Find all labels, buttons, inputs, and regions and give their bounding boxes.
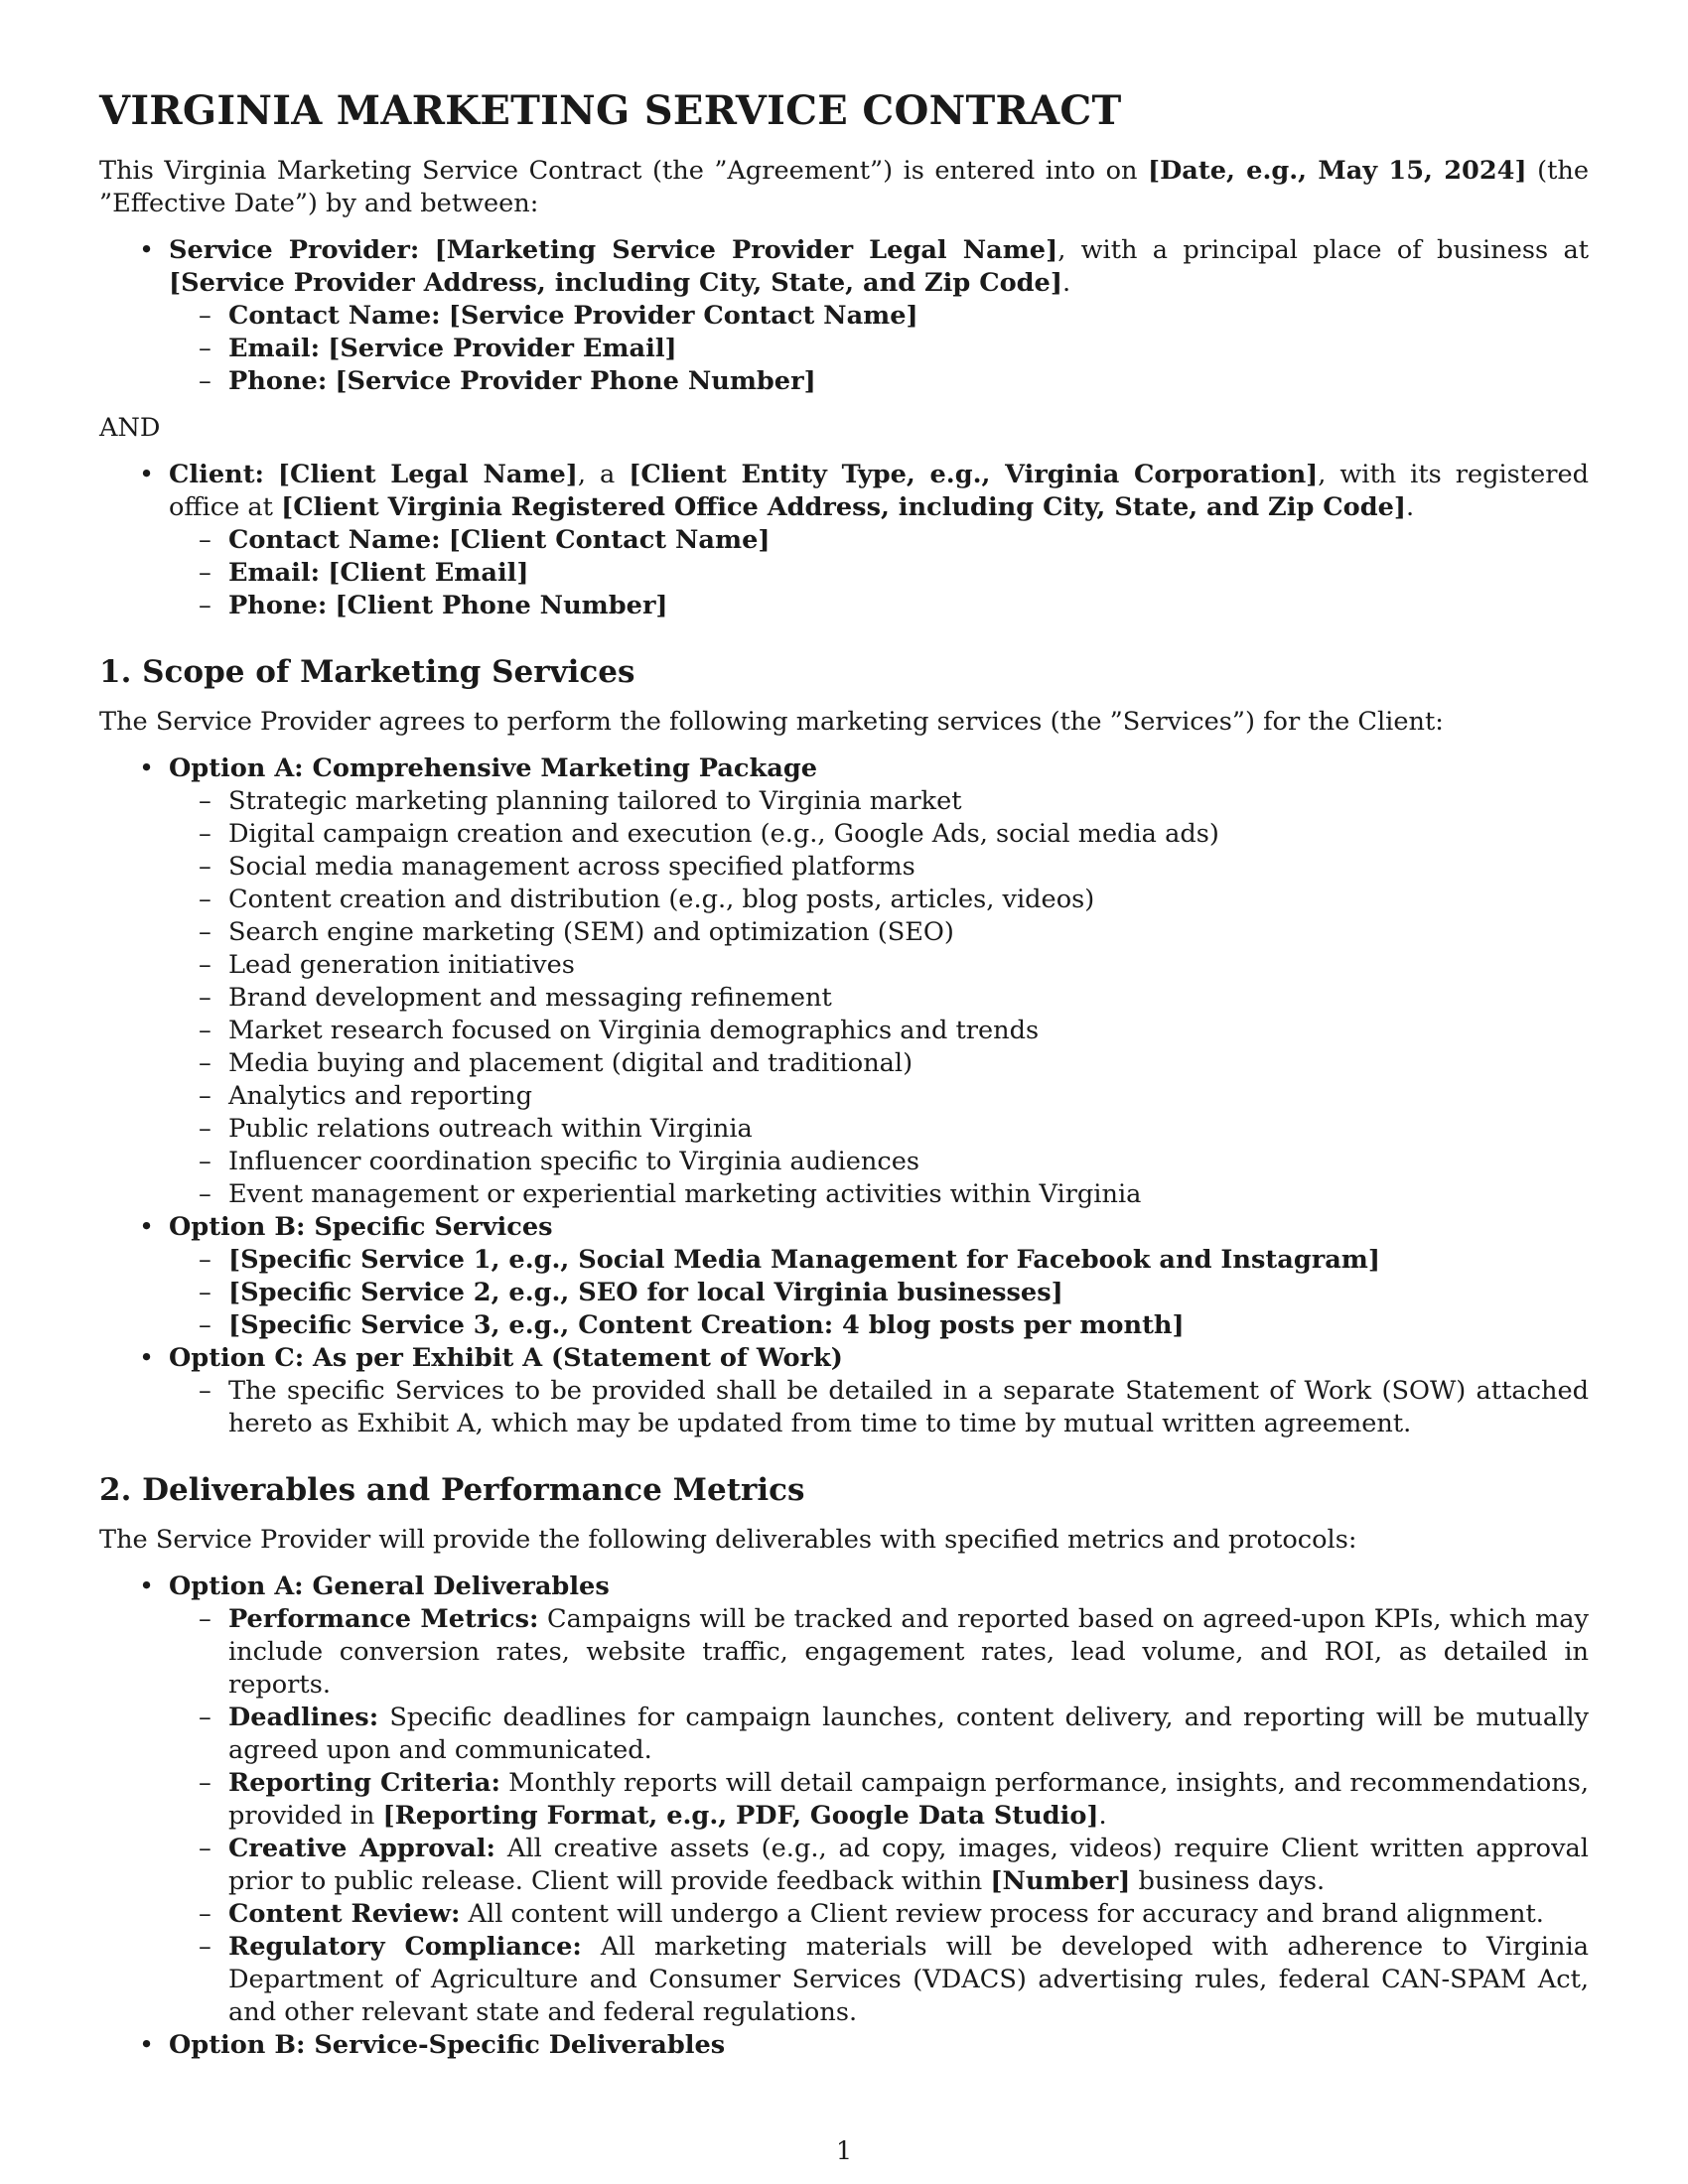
intro-text: This Virginia Marketing Service Contract (the ”Agreement”) is entered into on [99,156,1148,186]
client-phone-value: [Client Phone Number] [335,591,668,620]
provider-label: Service Provider: [169,235,420,265]
provider-list [99,234,1589,398]
section-2-options [99,1570,1589,2062]
list-item: – Digital campaign creation and execution (e.g., Google Ads, social media ads) [228,818,1589,851]
provider-contact-value: [Service Provider Contact Name] [448,301,918,331]
regulatory-compliance-item [228,1931,1589,2029]
list-item: – Event management or experiential marketing activities within Virginia [228,1178,1589,1211]
option-b-list [169,1244,1589,1342]
section-1-intro: The Service Provider agrees to perform the following marketing services (the ”Services”) for the Client: [99,707,1444,737]
deliverables-option-b-label: Option B: Service-Specific Deliverables [169,2030,726,2060]
client-phone-label: Phone: [228,591,328,620]
effective-date-placeholder: [Date, e.g., May 15, 2024] [1148,156,1527,186]
reporting-end: . [1098,1801,1107,1831]
client-contact-label: Contact Name: [228,525,441,555]
reporting-format-placeholder: [Reporting Format, e.g., PDF, Google Data Studio] [382,1801,1099,1831]
list-item: – Strategic marketing planning tailored to Virginia market [228,785,1589,818]
client-contact-list [169,524,1589,622]
list-item: – Market research focused on Virginia demographics and trends [228,1015,1589,1047]
specific-service-2: [Specific Service 2, e.g., SEO for local Virginia businesses] [228,1278,1063,1307]
list-item: – Content creation and distribution (e.g., blog posts, articles, videos) [228,884,1589,916]
content-review-item [228,1898,1589,1931]
deadlines-text: Specific deadlines for campaign launches, content delivery, and reporting will be mutually agreed upon and communicated. [228,1703,1589,1765]
client-phone [228,590,1589,622]
option-c-list [169,1375,1589,1440]
client-label: Client: [169,460,264,489]
client-end: . [1406,492,1415,522]
regulatory-compliance-label: Regulatory Compliance: [228,1932,582,1962]
reporting-label: Reporting Criteria: [228,1768,500,1798]
client-contact [228,524,1589,557]
provider-contact-label: Contact Name: [228,301,441,331]
deliverables-option-a-label: Option A: General Deliverables [169,1571,610,1601]
performance-metrics-label: Performance Metrics: [228,1604,539,1634]
section-2-option-b [169,2029,1589,2062]
provider-address: [Service Provider Address, including City, State, and Zip Code] [169,268,1062,298]
list-item: – The specific Services to be provided shall be detailed in a separate Statement of Work (SOW) attached hereto as Exhibit A, which may be updated from time to time by mutual written agreement. [228,1375,1589,1440]
client-email-value: [Client Email] [328,558,529,588]
deadlines-label: Deadlines: [228,1703,379,1732]
and-separator: AND [99,413,161,443]
client-contact-value: [Client Contact Name] [448,525,771,555]
provider-text: , with a principal place of business at [1057,235,1589,265]
provider-email [228,333,1589,365]
provider-contact [228,300,1589,333]
section-2-heading: 2. Deliverables and Performance Metrics [99,1472,805,1508]
client-entity: [Client Entity Type, e.g., Virginia Corporation] [629,460,1319,489]
number-placeholder: [Number] [990,1866,1131,1896]
specific-service-1: [Specific Service 1, e.g., Social Media Management for Facebook and Instagram] [228,1245,1380,1275]
list-item: – Brand development and messaging refinement [228,982,1589,1015]
client-list [99,459,1589,622]
list-item [228,1309,1589,1342]
reporting-item [228,1767,1589,1833]
provider-phone-label: Phone: [228,366,328,396]
creative-approval-text: All creative assets (e.g., ad copy, images, videos) require Client written approval prior to public release. Client will provide feedback within [228,1834,1589,1896]
client-item [169,459,1589,622]
deadlines-item [228,1702,1589,1767]
performance-metrics-item [228,1603,1589,1702]
option-b-label: Option B: Specific Services [169,1212,553,1242]
section-2-option-a [169,1570,1589,2029]
creative-approval-end: business days. [1130,1866,1326,1896]
section-1-options [99,752,1589,1440]
provider-end: . [1061,268,1071,298]
client-text-1: , a [577,460,630,489]
client-email-label: Email: [228,558,321,588]
section-1-option-a [169,752,1589,1211]
creative-approval-item [228,1833,1589,1898]
provider-contact-list [169,300,1589,398]
content-review-label: Content Review: [228,1899,461,1929]
provider-item [169,234,1589,398]
intro-paragraph [99,155,1589,220]
list-item: – Lead generation initiatives [228,949,1589,982]
list-item [228,1277,1589,1309]
page-number: 1 [835,2136,853,2166]
document-page [99,87,1589,2062]
section-1-option-b [169,1211,1589,1342]
list-item: – Analytics and reporting [228,1080,1589,1113]
provider-name: [Marketing Service Provider Legal Name] [434,235,1058,265]
content-review-text: All content will undergo a Client review process for accuracy and brand alignment. [460,1899,1544,1929]
list-item: – Social media management across specified platforms [228,851,1589,884]
client-name: [Client Legal Name] [277,460,578,489]
client-text-2: , with its registered office at [169,460,1589,522]
performance-metrics-text: Campaigns will be tracked and reported based on agreed-upon KPIs, which may include conversion rates, website traffic, engagement rates, lead volume, and ROI, as detailed in reports. [228,1604,1589,1700]
list-item: – Influencer coordination specific to Virginia audiences [228,1146,1589,1178]
option-a-label: Option A: Comprehensive Marketing Package [169,753,818,783]
option-a-list [169,785,1589,1211]
provider-phone [228,365,1589,398]
list-item [228,1244,1589,1277]
section-1-option-c [169,1342,1589,1440]
list-item: – Media buying and placement (digital and traditional) [228,1047,1589,1080]
reporting-text: Monthly reports will detail campaign performance, insights, and recommendations, provided in [228,1768,1589,1831]
provider-phone-value: [Service Provider Phone Number] [335,366,816,396]
deliverables-list [169,1603,1589,2029]
provider-email-label: Email: [228,334,321,363]
section-1-heading: 1. Scope of Marketing Services [99,654,635,690]
section-2-intro: The Service Provider will provide the following deliverables with specified metrics and protocols: [99,1525,1357,1555]
specific-service-3: [Specific Service 3, e.g., Content Creation: 4 blog posts per month] [228,1310,1185,1340]
list-item: – Search engine marketing (SEM) and optimization (SEO) [228,916,1589,949]
regulatory-compliance-text: All marketing materials will be developed with adherence to Virginia Department of Agriculture and Consumer Services (VDACS) advertising rules, federal CAN-SPAM Act, and other relevant state and federal regulations. [228,1932,1589,2027]
intro-text-end: (the ”Effective Date”) by and between: [99,156,1589,218]
client-address: [Client Virginia Registered Office Address, including City, State, and Zip Code] [281,492,1406,522]
client-email [228,557,1589,590]
provider-email-value: [Service Provider Email] [328,334,677,363]
list-item: – Public relations outreach within Virginia [228,1113,1589,1146]
option-c-label: Option C: As per Exhibit A (Statement of Work) [169,1343,843,1373]
creative-approval-label: Creative Approval: [228,1834,495,1863]
document-title: VIRGINIA MARKETING SERVICE CONTRACT [99,87,1122,134]
